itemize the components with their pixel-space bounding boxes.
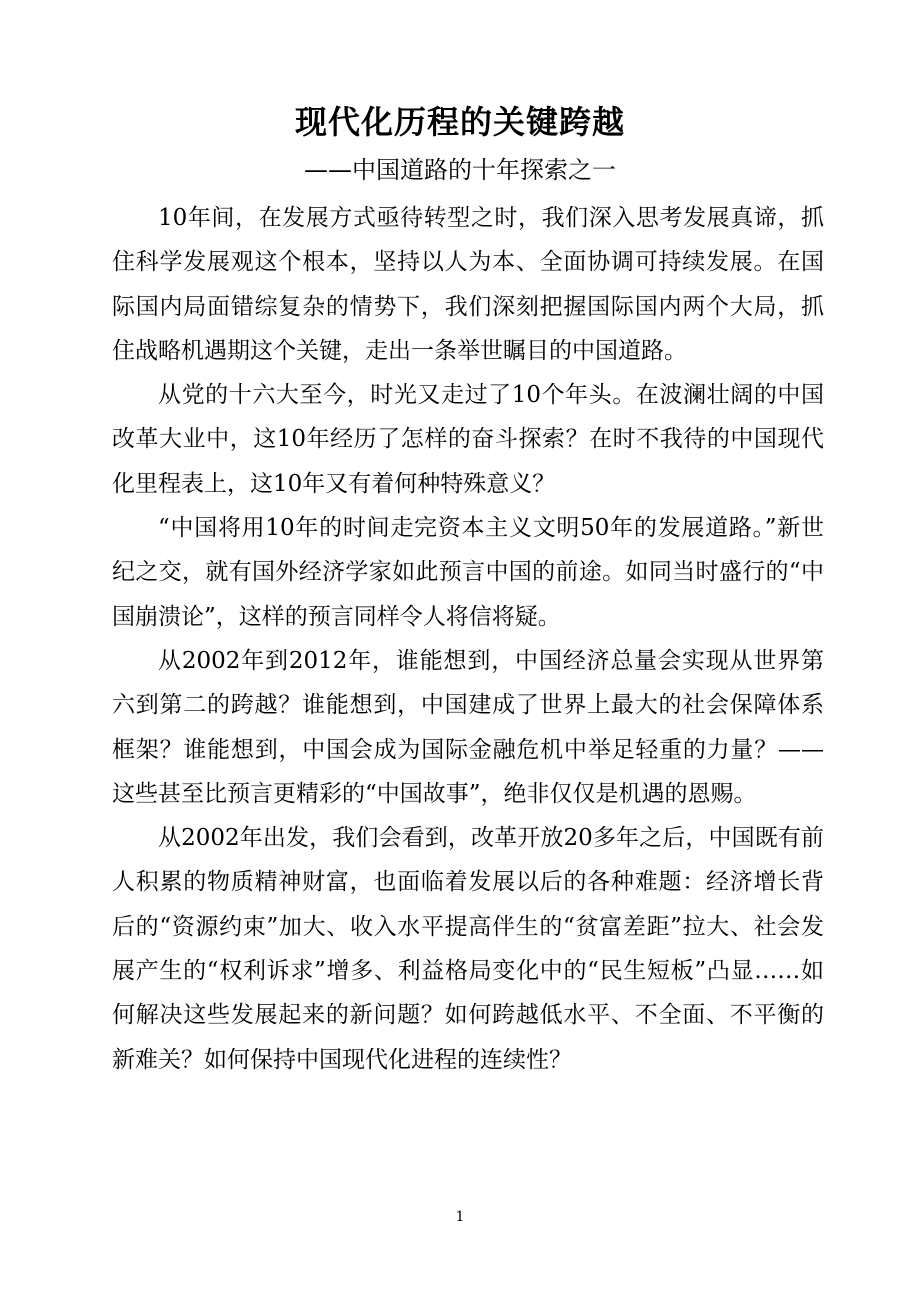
paragraph-5: 从2002年出发，我们会看到，改革开放20多年之后，中国既有前人积累的物质精神财富，也面临着发展以后的各种难题：经济增长背后的“资源约束”加大、收入水平提高伴生的“贫富差距”拉大、社会发展产生的“权利诉求”增多、利益格局变化中的“民生短板”凸显……如何解决这些发展起来的新问题？如何跨越低水平、不全面、不平衡的新难关？如何保持中国现代化进程的连续性？ bbox=[112, 825, 824, 1073]
document-subtitle: ——中国道路的十年探索之一 bbox=[304, 156, 616, 184]
paragraph-1: 10年间，在发展方式亟待转型之时，我们深入思考发展真谛，抓住科学发展观这个根本，坚持以人为本、全面协调可持续发展。在国际国内局面错综复杂的情势下，我们深刻把握国际国内两个大局，抓住战略机遇期这个关键，走出一条举世瞩目的中国道路。 bbox=[112, 205, 824, 364]
document-title: 现代化历程的关键跨越 bbox=[294, 103, 625, 141]
paragraph-4: 从2002年到2012年，谁能想到，中国经济总量会实现从世界第六到第二的跨越？谁能想到，中国建成了世界上最大的社会保障体系框架？谁能想到，中国会成为国际金融危机中举足轻重的力量？——这些甚至比预言更精彩的“中国故事”，绝非仅仅是机遇的恩赐。 bbox=[112, 647, 824, 807]
page-number: 1 bbox=[455, 1209, 465, 1225]
paragraph-3: “中国将用10年的时间走完资本主义文明50年的发展道路。”新世纪之交，就有国外经济学家如此预言中国的前途。如同当时盛行的“中国崩溃论”，这样的预言同样令人将信将疑。 bbox=[112, 515, 824, 630]
paragraph-2: 从党的十六大至今，时光又走过了10个年头。在波澜壮阔的中国改革大业中，这10年经历了怎样的奋斗探索？在时不我待的中国现代化里程表上，这10年又有着何种特殊意义？ bbox=[112, 382, 824, 497]
document-body bbox=[112, 196, 824, 1082]
